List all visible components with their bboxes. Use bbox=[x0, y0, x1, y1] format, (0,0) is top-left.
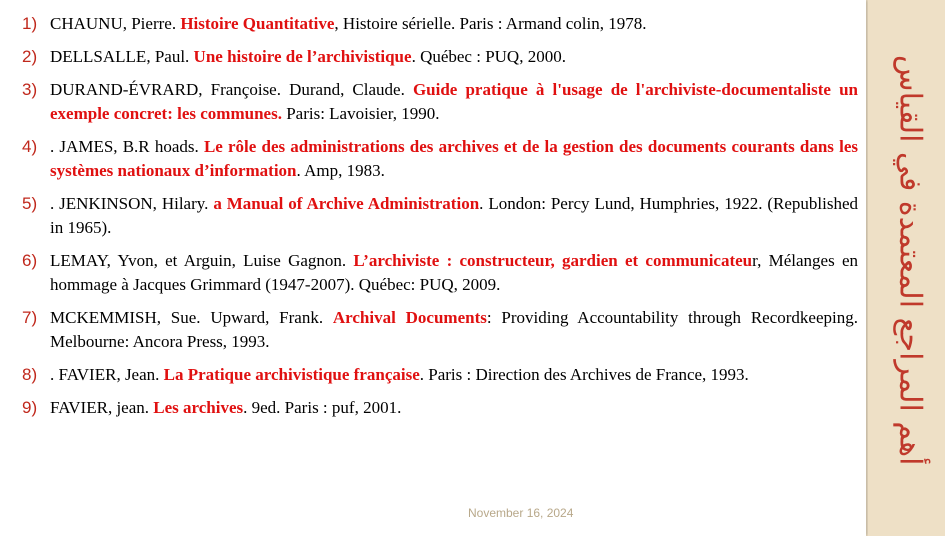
reference-title: Les archives bbox=[153, 398, 244, 417]
reference-number: 7) bbox=[22, 308, 38, 327]
reference-text bbox=[50, 78, 858, 126]
reference-item bbox=[22, 12, 858, 36]
reference-details: : Providing Accountability through Recordkeeping. Melbourne: Ancora Press, 1993. bbox=[50, 308, 858, 351]
reference-title: Archival Documents bbox=[332, 308, 487, 327]
reference-text bbox=[50, 192, 858, 240]
reference-item bbox=[22, 363, 858, 387]
side-title: أهم المراجع المعتمدة في القياس bbox=[892, 54, 928, 466]
reference-text bbox=[50, 12, 858, 36]
reference-details: . 9ed. Paris : puf, 2001. bbox=[243, 398, 402, 417]
reference-title: Guide pratique à l'usage de l'archiviste-documentaliste un exemple concret: les communes. bbox=[50, 80, 858, 123]
reference-author: . JAMES, B.R hoads. bbox=[50, 137, 204, 156]
reference-number: 8) bbox=[22, 365, 38, 384]
reference-author: MCKEMMISH, Sue. Upward, Frank. bbox=[50, 308, 333, 327]
reference-details: . Québec : PUQ, 2000. bbox=[411, 47, 566, 66]
reference-details: r, Mélanges en hommage à Jacques Grimmard (1947-2007). Québec: PUQ, 2009. bbox=[50, 251, 858, 294]
reference-item bbox=[22, 249, 858, 297]
reference-number: 6) bbox=[22, 251, 38, 270]
reference-number: 9) bbox=[22, 398, 38, 417]
reference-title: Histoire Quantitative bbox=[180, 14, 335, 33]
reference-text bbox=[50, 135, 858, 183]
reference-number: 2) bbox=[22, 47, 38, 66]
reference-details: , Histoire sérielle. Paris : Armand colin, 1978. bbox=[334, 14, 647, 33]
reference-title: Le rôle des administrations des archives et de la gestion des documents courants dans les systèmes nationaux d’information bbox=[50, 137, 858, 180]
reference-number: 4) bbox=[22, 137, 38, 156]
reference-text bbox=[50, 363, 858, 387]
reference-text bbox=[50, 396, 858, 420]
reference-text bbox=[50, 249, 858, 297]
reference-details: . London: Percy Lund, Humphries, 1922. (Republished in 1965). bbox=[50, 194, 859, 237]
reference-number: 1) bbox=[22, 14, 38, 33]
reference-author: . JENKINSON, Hilary. bbox=[50, 194, 214, 213]
reference-author: FAVIER, jean. bbox=[50, 398, 154, 417]
reference-author: . FAVIER, Jean. bbox=[50, 365, 164, 384]
reference-author: CHAUNU, Pierre. bbox=[50, 14, 181, 33]
reference-item bbox=[22, 45, 858, 69]
reference-details: Paris: Lavoisier, 1990. bbox=[281, 104, 440, 123]
reference-title: L’archiviste : constructeur, gardien et communicateu bbox=[353, 251, 753, 270]
reference-details: . Amp, 1983. bbox=[296, 161, 385, 180]
reference-details: . Paris : Direction des Archives de France, 1993. bbox=[419, 365, 749, 384]
reference-author: DELLSALLE, Paul. bbox=[50, 47, 194, 66]
reference-number: 3) bbox=[22, 80, 38, 99]
reference-author: LEMAY, Yvon, et Arguin, Luise Gagnon. bbox=[50, 251, 354, 270]
reference-title: a Manual of Archive Administration bbox=[213, 194, 480, 213]
reference-item bbox=[22, 78, 858, 126]
reference-author: DURAND-ÉVRARD, Françoise. Durand, Claude. bbox=[50, 80, 413, 99]
reference-item bbox=[22, 396, 858, 420]
reference-item bbox=[22, 306, 858, 354]
reference-text bbox=[50, 45, 858, 69]
reference-item bbox=[22, 135, 858, 183]
footer-date: November 16, 2024 bbox=[468, 506, 574, 520]
reference-title: Une histoire de l’archivistique bbox=[193, 47, 412, 66]
reference-title: La Pratique archivistique française bbox=[163, 365, 420, 384]
reference-number: 5) bbox=[22, 194, 38, 213]
reference-text bbox=[50, 306, 858, 354]
reference-list bbox=[22, 12, 858, 429]
reference-item bbox=[22, 192, 858, 240]
